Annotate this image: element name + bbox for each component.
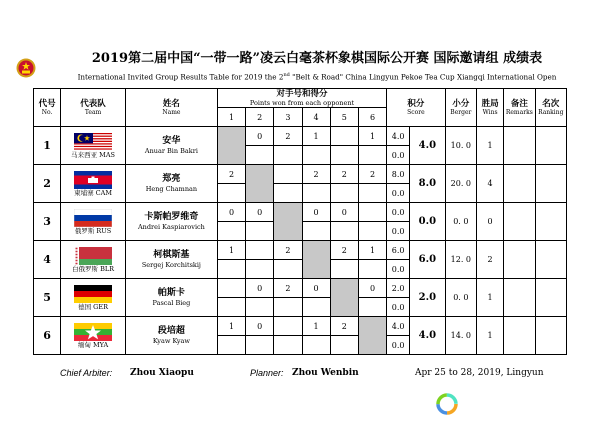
malaysia-flag-icon: [74, 133, 112, 151]
team-country: 白俄罗斯 BLR: [72, 264, 115, 273]
opponent-points-sub: [330, 146, 358, 165]
opponent-points-sub: [274, 146, 302, 165]
col-header-berger: 小分 Berger: [445, 89, 476, 127]
opponent-points: 2: [217, 165, 245, 184]
opponent-points-sub: [274, 336, 302, 355]
opponent-points-sub: [246, 298, 274, 317]
wins-count: 1: [477, 127, 504, 165]
player-row: [34, 127, 567, 146]
score-total: 2.0: [410, 279, 446, 317]
opponent-points-sub: [274, 260, 302, 279]
team-country: 马来西亚 MAS: [71, 150, 115, 159]
player-number: 1: [34, 127, 61, 165]
remarks-cell: [504, 241, 535, 279]
opponent-points-sub: [330, 260, 358, 279]
opponent-points-sub: [217, 336, 245, 355]
remarks-cell: [504, 317, 535, 355]
opponent-points-sub: [302, 222, 330, 241]
opponent-points: 0: [302, 279, 330, 298]
opponent-points: 1: [358, 127, 386, 146]
player-name-en: Sergej Korchitskij: [141, 260, 201, 269]
score-total: 4.0: [410, 317, 446, 355]
score-second: 0.0: [387, 184, 410, 203]
col-header-team: 代表队 Team: [61, 89, 126, 127]
wins-count: 4: [477, 165, 504, 203]
results-table: [33, 88, 567, 355]
opponent-points: 1: [217, 241, 245, 260]
opp-number: 1: [217, 108, 245, 127]
opp-number: 5: [330, 108, 358, 127]
opponent-points: 1: [217, 317, 245, 336]
opponent-points: 2: [330, 241, 358, 260]
player-name-zh: 柯棋斯基: [153, 249, 190, 260]
player-row: [34, 203, 567, 222]
score-second: 0.0: [387, 146, 410, 165]
ranking-cell: [535, 317, 567, 355]
ranking-cell: [535, 203, 567, 241]
opp-number: 3: [274, 108, 302, 127]
player-name-en: Anuar Bin Bakri: [144, 146, 198, 155]
opponent-points-sub: [217, 298, 245, 317]
opponent-points-sub: [302, 184, 330, 203]
player-number: 6: [34, 317, 61, 355]
score-first: 0.0: [387, 203, 410, 222]
brand-logo-icon: [435, 392, 459, 416]
player-name-cell: [125, 127, 217, 165]
player-number: 4: [34, 241, 61, 279]
document-title: 2019第二届中国“一带一路”凌云白毫茶杯象棋国际公开赛 国际邀请组 成绩表: [91, 51, 543, 66]
player-name-en: Heng Chamnan: [145, 184, 198, 193]
opponent-points: [246, 241, 274, 260]
wins-count: 1: [477, 317, 504, 355]
player-row: [34, 317, 567, 336]
opponent-points: [217, 279, 245, 298]
score-first: 4.0: [387, 127, 410, 146]
score-first: 2.0: [387, 279, 410, 298]
document-subtitle: International Invited Group Results Table for 2019 the 2nd "Belt & Road" China Lingyun Pekoe Tea Cup Xiangqi International Open: [77, 72, 557, 82]
event-dates: Apr 25 to 28, 2019, Lingyun: [415, 368, 544, 378]
opponent-points: 2: [274, 127, 302, 146]
col-header-name: 姓名 Name: [125, 89, 217, 127]
ranking-cell: [535, 127, 567, 165]
opponent-points-sub: [358, 146, 386, 165]
opponent-points-sub: [358, 184, 386, 203]
team-country: 缅甸 MYA: [77, 340, 109, 349]
score-total: 0.0: [410, 203, 446, 241]
team-cell: [61, 203, 126, 241]
col-header-score: 积分 Score: [387, 89, 446, 127]
opponent-points: 0: [330, 203, 358, 222]
team-cell: [61, 279, 126, 317]
opponent-points-sub: [274, 298, 302, 317]
player-row: [34, 279, 567, 298]
wins-count: 1: [477, 279, 504, 317]
team-cell: [61, 241, 126, 279]
team-country: 俄罗斯 RUS: [74, 226, 112, 235]
opponent-points: [274, 165, 302, 184]
score-second: 0.0: [387, 298, 410, 317]
opponent-points: 2: [330, 165, 358, 184]
opponent-points: 2: [302, 165, 330, 184]
belarus-flag-icon: [74, 247, 112, 265]
opponent-points-sub: [358, 298, 386, 317]
self-cell: [358, 317, 386, 355]
team-cell: [61, 127, 126, 165]
player-number: 3: [34, 203, 61, 241]
opponent-points: 1: [358, 241, 386, 260]
score-second: 0.0: [387, 336, 410, 355]
col-header-remarks: 备注 Remarks: [504, 89, 535, 127]
berger-score: 0. 0: [445, 279, 476, 317]
opponent-points-sub: [330, 184, 358, 203]
opponent-points: 0: [246, 127, 274, 146]
opponent-points-sub: [246, 336, 274, 355]
russia-flag-icon: [74, 209, 112, 227]
opponent-points: 2: [274, 241, 302, 260]
opponent-points-sub: [217, 184, 245, 203]
score-second: 0.0: [387, 222, 410, 241]
player-name-zh: 段培超: [157, 325, 185, 336]
player-row: [34, 165, 567, 184]
opponent-points: 2: [274, 279, 302, 298]
chief-arbiter-label: Chief Arbiter:: [60, 368, 113, 378]
player-name-cell: [125, 279, 217, 317]
berger-score: 10. 0: [445, 127, 476, 165]
opponent-points: 0: [358, 279, 386, 298]
self-cell: [274, 203, 302, 241]
col-header-no: 代号 No.: [34, 89, 61, 127]
planner-name: Zhou Wenbin: [292, 368, 359, 378]
player-number: 5: [34, 279, 61, 317]
self-cell: [246, 165, 274, 203]
opponent-points-sub: [217, 260, 245, 279]
ranking-cell: [535, 241, 567, 279]
team-cell: [61, 165, 126, 203]
remarks-cell: [504, 127, 535, 165]
col-header-wins: 胜局 Wins: [477, 89, 504, 127]
opponent-points-sub: [217, 222, 245, 241]
player-name-zh: 帕斯卡: [157, 287, 185, 298]
planner-label: Planner:: [250, 368, 284, 378]
myanmar-flag-icon: [74, 323, 112, 341]
opponent-points-sub: [330, 336, 358, 355]
score-second: 0.0: [387, 260, 410, 279]
team-cell: [61, 317, 126, 355]
opponent-points-sub: [302, 336, 330, 355]
remarks-cell: [504, 165, 535, 203]
opponent-points-sub: [246, 146, 274, 165]
ranking-cell: [535, 165, 567, 203]
remarks-cell: [504, 279, 535, 317]
self-cell: [217, 127, 245, 165]
opponent-points-sub: [358, 260, 386, 279]
opponent-points-sub: [330, 222, 358, 241]
score-total: 4.0: [410, 127, 446, 165]
self-cell: [302, 241, 330, 279]
opponent-points-sub: [246, 260, 274, 279]
berger-score: 12. 0: [445, 241, 476, 279]
team-country: 柬埔寨 CAM: [74, 188, 112, 197]
opponent-points-sub: [302, 298, 330, 317]
player-name-en: Andrei Kaspiarovich: [137, 222, 205, 231]
national-emblem-icon: [16, 58, 36, 78]
score-total: 8.0: [410, 165, 446, 203]
opponent-points: [358, 203, 386, 222]
opponent-points-sub: [358, 222, 386, 241]
score-total: 6.0: [410, 241, 446, 279]
remarks-cell: [504, 203, 535, 241]
ranking-cell: [535, 279, 567, 317]
opponent-points: 1: [302, 127, 330, 146]
player-name-cell: [125, 203, 217, 241]
opp-number: 4: [302, 108, 330, 127]
player-name-cell: [125, 241, 217, 279]
berger-score: 20. 0: [445, 165, 476, 203]
player-name-en: Kyaw Kyaw: [152, 336, 190, 345]
opponent-points-sub: [274, 184, 302, 203]
opponent-points: 0: [246, 279, 274, 298]
opp-number: 6: [358, 108, 386, 127]
self-cell: [330, 279, 358, 317]
opponent-points: 2: [358, 165, 386, 184]
opponent-points: [274, 317, 302, 336]
opponent-points-sub: [246, 222, 274, 241]
document-header: [10, 50, 590, 90]
opponent-points: [330, 127, 358, 146]
berger-score: 14. 0: [445, 317, 476, 355]
player-name-zh: 郑亮: [162, 173, 181, 184]
opponent-points: 2: [330, 317, 358, 336]
opponent-points: 1: [302, 317, 330, 336]
player-name-en: Pascal Bieg: [152, 298, 191, 307]
player-name-cell: [125, 317, 217, 355]
player-name-cell: [125, 165, 217, 203]
score-first: 8.0: [387, 165, 410, 184]
player-number: 2: [34, 165, 61, 203]
opponent-points: 0: [246, 203, 274, 222]
player-row: [34, 241, 567, 260]
opponent-points: 0: [217, 203, 245, 222]
wins-count: 2: [477, 241, 504, 279]
player-name-zh: 安华: [162, 135, 181, 146]
opponent-points: 0: [246, 317, 274, 336]
germany-flag-icon: [74, 285, 112, 303]
opp-number: 2: [246, 108, 274, 127]
team-country: 德国 GER: [78, 302, 108, 311]
berger-score: 0. 0: [445, 203, 476, 241]
player-name-zh: 卡斯帕罗维奇: [144, 211, 199, 222]
opponent-points: 0: [302, 203, 330, 222]
score-first: 4.0: [387, 317, 410, 336]
wins-count: 0: [477, 203, 504, 241]
chief-arbiter-name: Zhou Xiaopu: [130, 368, 194, 378]
score-first: 6.0: [387, 241, 410, 260]
cambodia-flag-icon: [74, 171, 112, 189]
opponent-points-sub: [302, 146, 330, 165]
col-header-ranking: 名次 Ranking: [535, 89, 567, 127]
col-header-opponents: 对手号和得分 Points won from each opponent: [217, 89, 386, 108]
